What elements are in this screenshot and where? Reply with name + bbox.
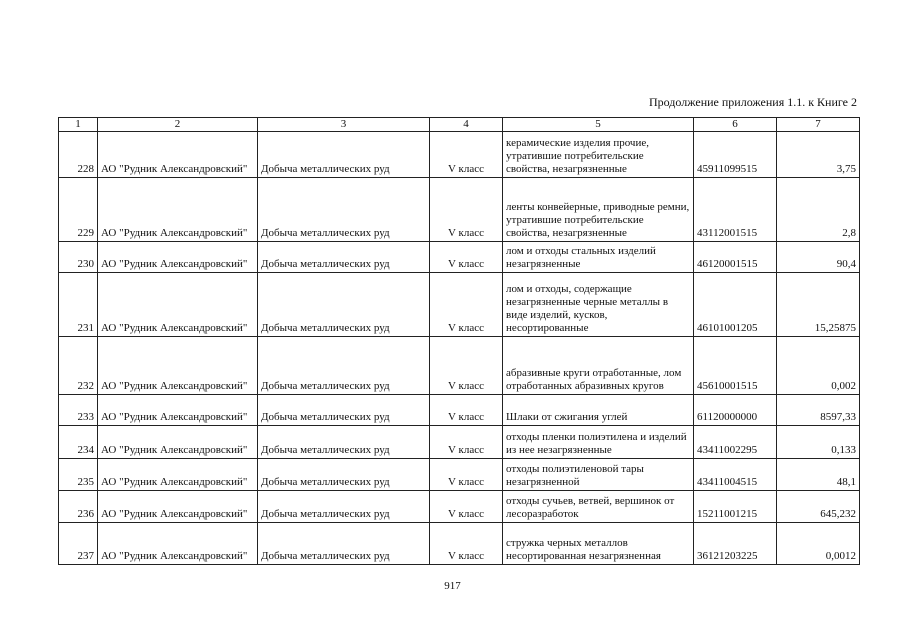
row-number-cell: 229	[59, 178, 98, 242]
row-number-cell: 228	[59, 132, 98, 178]
fkko-code-cell: 45610001515	[694, 337, 777, 395]
waste-name-cell: ленты конвейерные, приводные ремни, утратившие потребительские свойства, незагрязненные	[503, 178, 694, 242]
hazard-class-cell: V класс	[430, 178, 503, 242]
waste-name-cell: отходы пленки полиэтилена и изделий из нее незагрязненные	[503, 426, 694, 459]
activity-cell: Добыча металлических руд	[258, 395, 430, 426]
row-number-cell: 231	[59, 273, 98, 337]
organization-cell: АО "Рудник Александровский"	[98, 242, 258, 273]
waste-name-cell: керамические изделия прочие, утратившие потребительские свойства, незагрязненные	[503, 132, 694, 178]
column-number: 3	[258, 118, 430, 132]
amount-cell: 645,232	[777, 491, 860, 523]
table-row	[59, 395, 860, 426]
waste-name-cell: лом и отходы стальных изделий незагрязненные	[503, 242, 694, 273]
amount-cell: 8597,33	[777, 395, 860, 426]
organization-cell: АО "Рудник Александровский"	[98, 395, 258, 426]
hazard-class-cell: V класс	[430, 395, 503, 426]
fkko-code-cell: 36121203225	[694, 523, 777, 565]
fkko-code-cell: 43411004515	[694, 459, 777, 491]
row-number-cell: 235	[59, 459, 98, 491]
fkko-code-cell: 61120000000	[694, 395, 777, 426]
amount-cell: 48,1	[777, 459, 860, 491]
fkko-code-cell: 43112001515	[694, 178, 777, 242]
table-row	[59, 491, 860, 523]
hazard-class-cell: V класс	[430, 242, 503, 273]
organization-cell: АО "Рудник Александровский"	[98, 132, 258, 178]
hazard-class-cell: V класс	[430, 337, 503, 395]
fkko-code-cell: 46120001515	[694, 242, 777, 273]
row-number-cell: 230	[59, 242, 98, 273]
amount-cell: 2,8	[777, 178, 860, 242]
fkko-code-cell: 15211001215	[694, 491, 777, 523]
amount-cell: 15,25875	[777, 273, 860, 337]
column-number: 4	[430, 118, 503, 132]
waste-name-cell: Шлаки от сжигания углей	[503, 395, 694, 426]
organization-cell: АО "Рудник Александровский"	[98, 523, 258, 565]
amount-cell: 0,0012	[777, 523, 860, 565]
activity-cell: Добыча металлических руд	[258, 242, 430, 273]
amount-cell: 0,133	[777, 426, 860, 459]
table-row	[59, 337, 860, 395]
organization-cell: АО "Рудник Александровский"	[98, 273, 258, 337]
table-row	[59, 132, 860, 178]
hazard-class-cell: V класс	[430, 459, 503, 491]
table-row	[59, 178, 860, 242]
hazard-class-cell: V класс	[430, 523, 503, 565]
row-number-cell: 234	[59, 426, 98, 459]
table-row	[59, 523, 860, 565]
hazard-class-cell: V класс	[430, 273, 503, 337]
table-row	[59, 242, 860, 273]
waste-name-cell: стружка черных металлов несортированная незагрязненная	[503, 523, 694, 565]
organization-cell: АО "Рудник Александровский"	[98, 491, 258, 523]
hazard-class-cell: V класс	[430, 426, 503, 459]
activity-cell: Добыча металлических руд	[258, 426, 430, 459]
row-number-cell: 237	[59, 523, 98, 565]
waste-name-cell: отходы полиэтиленовой тары незагрязненной	[503, 459, 694, 491]
column-number: 6	[694, 118, 777, 132]
fkko-code-cell: 43411002295	[694, 426, 777, 459]
table-row	[59, 426, 860, 459]
table-row	[59, 273, 860, 337]
activity-cell: Добыча металлических руд	[258, 459, 430, 491]
column-number: 2	[98, 118, 258, 132]
amount-cell: 90,4	[777, 242, 860, 273]
row-number-cell: 236	[59, 491, 98, 523]
organization-cell: АО "Рудник Александровский"	[98, 337, 258, 395]
row-number-cell: 232	[59, 337, 98, 395]
table-row	[59, 459, 860, 491]
waste-name-cell: абразивные круги отработанные, лом отработанных абразивных кругов	[503, 337, 694, 395]
page-number: 917	[444, 580, 461, 592]
column-number: 5	[503, 118, 694, 132]
amount-cell: 3,75	[777, 132, 860, 178]
hazard-class-cell: V класс	[430, 491, 503, 523]
row-number-cell: 233	[59, 395, 98, 426]
column-number: 7	[777, 118, 860, 132]
activity-cell: Добыча металлических руд	[258, 178, 430, 242]
amount-cell: 0,002	[777, 337, 860, 395]
table-caption: Продолжение приложения 1.1. к Книге 2	[648, 95, 857, 109]
activity-cell: Добыча металлических руд	[258, 491, 430, 523]
activity-cell: Добыча металлических руд	[258, 337, 430, 395]
fkko-code-cell: 46101001205	[694, 273, 777, 337]
organization-cell: АО "Рудник Александровский"	[98, 178, 258, 242]
organization-cell: АО "Рудник Александровский"	[98, 459, 258, 491]
column-number-row	[59, 118, 860, 132]
hazard-class-cell: V класс	[430, 132, 503, 178]
column-number: 1	[59, 118, 98, 132]
waste-name-cell: лом и отходы, содержащие незагрязненные черные металлы в виде изделий, кусков, несортированные	[503, 273, 694, 337]
waste-table	[58, 117, 860, 565]
organization-cell: АО "Рудник Александровский"	[98, 426, 258, 459]
activity-cell: Добыча металлических руд	[258, 273, 430, 337]
waste-name-cell: отходы сучьев, ветвей, вершинок от лесоразработок	[503, 491, 694, 523]
activity-cell: Добыча металлических руд	[258, 132, 430, 178]
activity-cell: Добыча металлических руд	[258, 523, 430, 565]
fkko-code-cell: 45911099515	[694, 132, 777, 178]
